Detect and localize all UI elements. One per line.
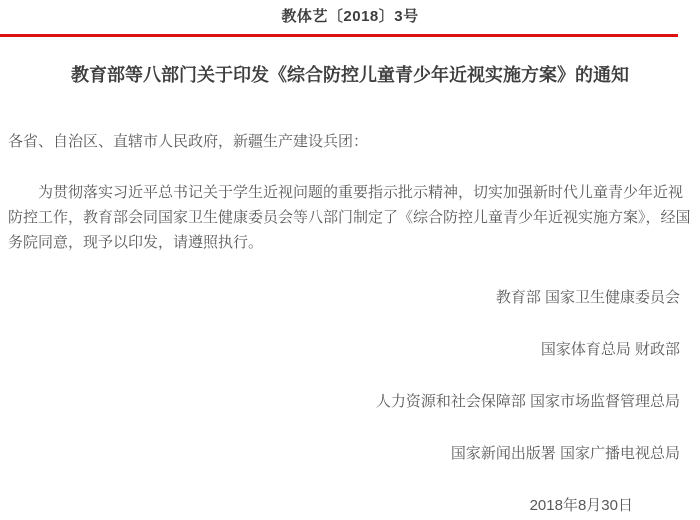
- body-paragraph: 为贯彻落实习近平总书记关于学生近视问题的重要指示批示精神，切实加强新时代儿童青少年近视防控工作，教育部会同国家卫生健康委员会等八部门制定了《综合防控儿童青少年近视实施方案》，经国务院同意，现予以印发，请遵照执行。: [8, 184, 691, 251]
- document-date: 2018年8月30日: [529, 497, 633, 514]
- signature-line-1: 教育部 国家卫生健康委员会: [495, 289, 680, 306]
- signature-line-4: 国家新闻出版署 国家广播电视总局: [450, 445, 680, 462]
- red-divider-rule: [0, 34, 678, 37]
- salutation-line: 各省、自治区、直辖市人民政府，新疆生产建设兵团：: [8, 133, 369, 150]
- signature-line-2: 国家体育总局 财政部: [540, 341, 680, 358]
- signature-block: [0, 288, 700, 464]
- document-title: 教育部等八部门关于印发《综合防控儿童青少年近视实施方案》的通知: [71, 65, 629, 85]
- signature-line-3: 人力资源和社会保障部 国家市场监督管理总局: [375, 393, 680, 410]
- document-number: 教体艺〔2018〕3号: [281, 8, 419, 25]
